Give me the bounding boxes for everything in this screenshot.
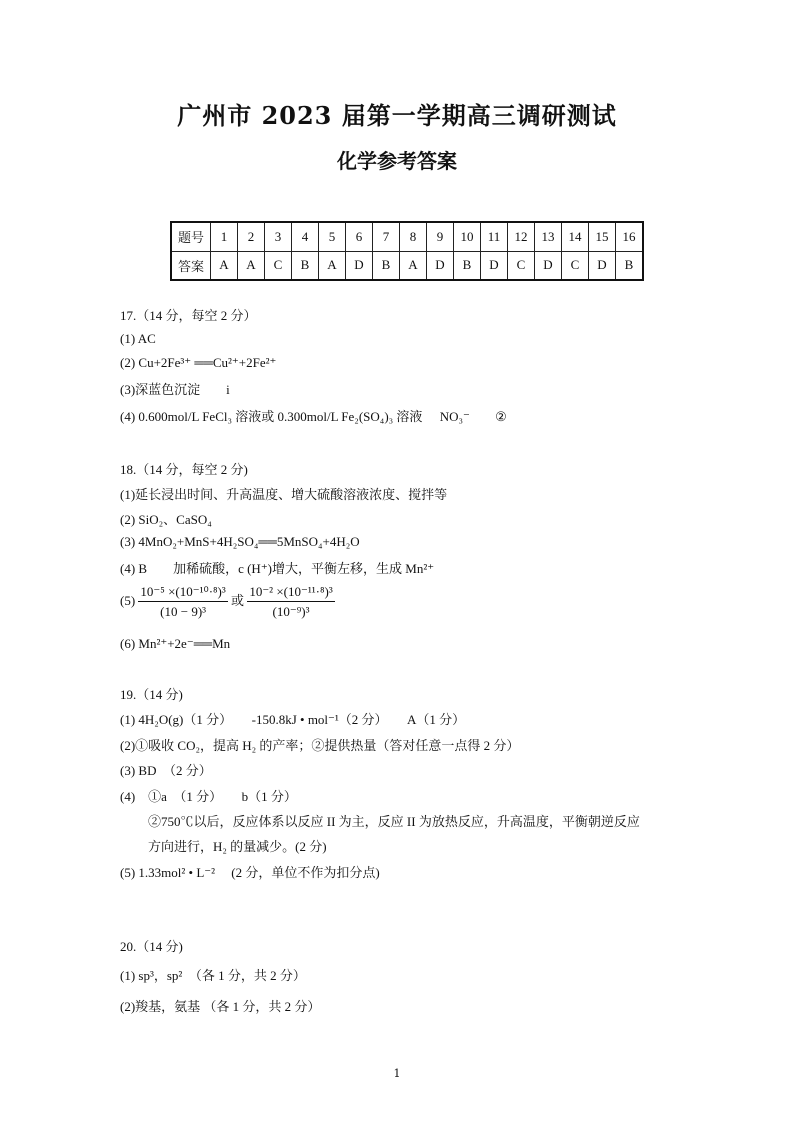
page-subtitle: 化学参考答案 — [337, 149, 457, 173]
answer-cell: D — [346, 251, 373, 280]
question-number-cell: 7 — [373, 222, 400, 251]
fraction-1-denominator: (10 − 9)³ — [160, 604, 207, 619]
q19-answer-4c: 方向进行，H₂ 的量减少。(2 分) — [148, 839, 327, 854]
answer-cell: D — [427, 251, 454, 280]
fraction-1-numerator: 10⁻⁵ ×(10⁻¹⁰·⁸)³ — [138, 584, 227, 602]
fraction-2-denominator: (10⁻⁹)³ — [272, 604, 310, 619]
answer-table-answer-row — [171, 251, 643, 280]
q17-answer-2: (2) Cu+2Fe³⁺ ══Cu²⁺+2Fe²⁺ — [120, 355, 277, 370]
answer-cell: A — [238, 251, 265, 280]
q19-header: 19.（14 分) — [120, 687, 183, 702]
q17-answer-4 — [120, 406, 507, 425]
question-number-cell: 8 — [400, 222, 427, 251]
q17-answer-4-text: (4) 0.600mol/L FeCl₃ 溶液或 0.300mol/L Fe₂(SO₄)₃ 溶液 — [120, 409, 423, 424]
answer-cell: B — [616, 251, 644, 280]
question-number-cell: 14 — [562, 222, 589, 251]
answer-cell: B — [454, 251, 481, 280]
q17-answer-4-ion: NO₃⁻ — [439, 409, 470, 424]
q18-answer-4: (4) B 加稀硫酸，c (H⁺)增大，平衡左移，生成 Mn²⁺ — [120, 561, 435, 576]
answer-cell: A — [319, 251, 346, 280]
question-number-cell: 13 — [535, 222, 562, 251]
answer-cell: A — [400, 251, 427, 280]
question-number-cell: 3 — [265, 222, 292, 251]
answer-cell: B — [373, 251, 400, 280]
q17-answer-1: (1) AC — [120, 331, 156, 346]
q18-answer-6: (6) Mn²⁺+2e⁻══Mn — [120, 636, 231, 651]
fraction-2-numerator: 10⁻² ×(10⁻¹¹·⁸)³ — [247, 584, 334, 602]
question-number-cell: 6 — [346, 222, 373, 251]
question-number-cell: 16 — [616, 222, 644, 251]
fraction-2 — [247, 584, 334, 620]
q17-header: 17.（14 分，每空 2 分） — [120, 308, 257, 323]
question-number-cell: 11 — [481, 222, 508, 251]
answer-cell: D — [535, 251, 562, 280]
answer-table-number-row — [171, 222, 643, 251]
q19-answer-5: (5) 1.33mol² • L⁻² (2 分，单位不作为扣分点) — [120, 865, 380, 880]
question-number-cell: 10 — [454, 222, 481, 251]
question-number-cell: 15 — [589, 222, 616, 251]
question-number-cell: 4 — [292, 222, 319, 251]
question-number-cell: 5 — [319, 222, 346, 251]
answer-cell: A — [211, 251, 238, 280]
q18-answer-5-or: 或 — [231, 592, 245, 608]
q19-answer-1: (1) 4H₂O(g)（1 分） -150.8kJ • mol⁻¹（2 分） A（1 分） — [120, 712, 466, 727]
answer-cell: D — [589, 251, 616, 280]
q19-answer-4b: ②750℃以后，反应体系以反应 II 为主，反应 II 为放热反应，升高温度，平衡朝逆反应 — [148, 814, 640, 829]
question-number-cell: 2 — [238, 222, 265, 251]
answer-table-row1-header: 题号 — [171, 222, 211, 251]
answer-cell: D — [481, 251, 508, 280]
question-number-cell: 1 — [211, 222, 238, 251]
q17-answer-4-choice: ② — [495, 409, 507, 424]
q20-header: 20.（14 分) — [120, 939, 183, 954]
q18-answer-3: (3) 4MnO₂+MnS+4H₂SO₄══5MnSO₄+4H₂O — [120, 534, 360, 549]
q18-answer-2: (2) SiO₂、CaSO₄ — [120, 512, 212, 527]
q19-answer-2: (2)①吸收 CO₂，提高 H₂ 的产率；②提供热量（答对任意一点得 2 分） — [120, 738, 520, 753]
q18-answer-5-label: (5) — [120, 592, 136, 608]
q17-answer-3: (3)深蓝色沉淀 i — [120, 382, 230, 397]
question-number-cell: 9 — [427, 222, 454, 251]
q18-header: 18.（14 分，每空 2 分) — [120, 462, 248, 477]
answer-table-row2-header: 答案 — [171, 251, 211, 280]
answer-cell: C — [265, 251, 292, 280]
page-number: 1 — [393, 1067, 401, 1080]
answer-cell: C — [562, 251, 589, 280]
q18-answer-5 — [120, 584, 335, 620]
fraction-1 — [138, 584, 227, 620]
q19-answer-4a: (4) ①a （1 分） b（1 分） — [120, 789, 297, 804]
answer-cell: B — [292, 251, 319, 280]
q20-answer-1: (1) sp³，sp² （各 1 分，共 2 分） — [120, 968, 306, 983]
answer-cell: C — [508, 251, 535, 280]
q18-answer-1: (1)延长浸出时间、升高温度、增大硫酸溶液浓度、搅拌等 — [120, 487, 448, 502]
answer-table — [170, 221, 644, 281]
q20-answer-2: (2)羧基，氨基 （各 1 分，共 2 分） — [120, 999, 321, 1014]
q19-answer-3: (3) BD （2 分） — [120, 763, 212, 778]
page-title: 广州市 2023 届第一学期高三调研测试 — [177, 101, 617, 130]
question-number-cell: 12 — [508, 222, 535, 251]
